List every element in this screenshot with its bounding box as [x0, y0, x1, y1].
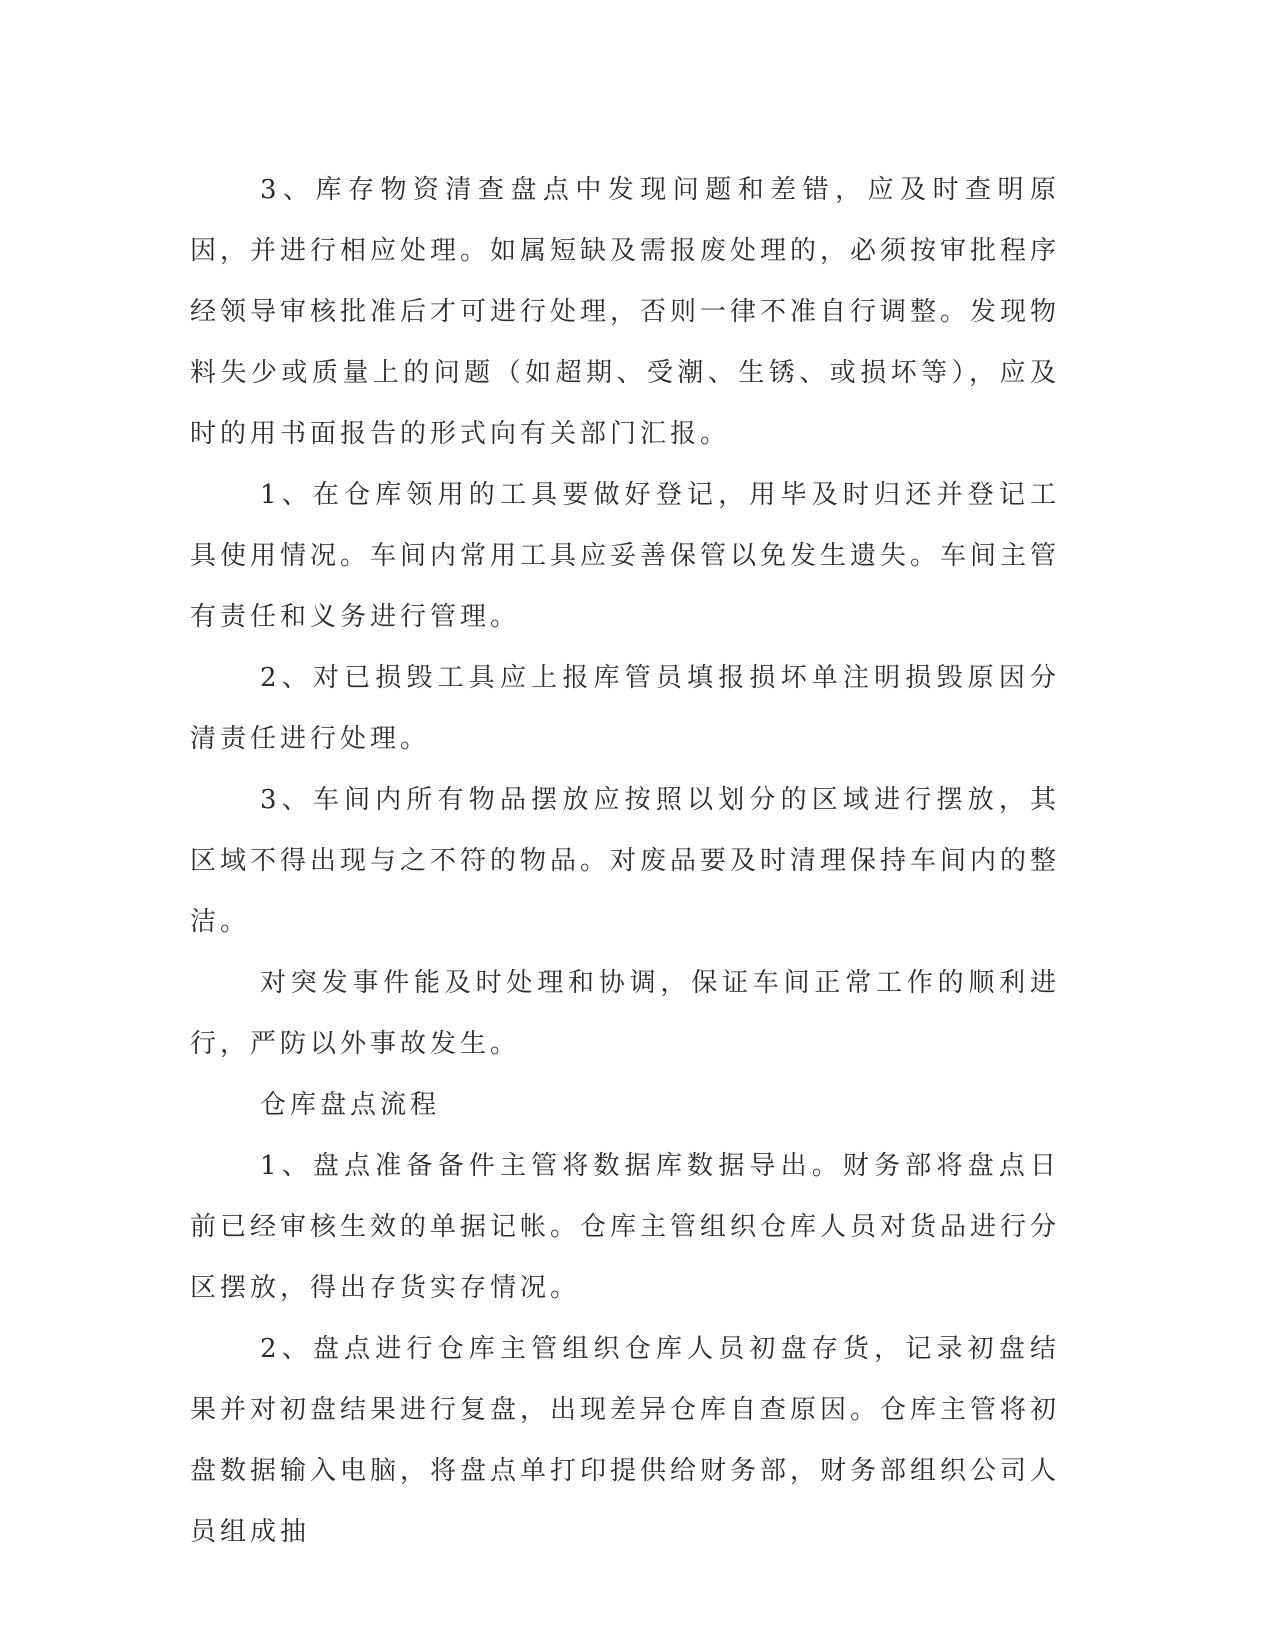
section-heading-stocktaking-process: 仓库盘点流程	[260, 1090, 441, 1120]
paragraph-item-placement: 3、车间内所有物品摆放应按照以划分的区域进行摆放，其区域不得出现与之不符的物品。对废品要及时清理保持车间内的整洁。	[190, 785, 1061, 937]
paragraph-stocktaking-preparation: 1、盘点准备备件主管将数据库数据导出。财务部将盘点日前已经审核生效的单据记帐。仓库主管组织仓库人员对货品进行分区摆放，得出存货实存情况。	[190, 1151, 1061, 1303]
document-body	[190, 160, 1060, 1563]
paragraph-tool-registration: 1、在仓库领用的工具要做好登记，用毕及时归还并登记工具使用情况。车间内常用工具应妥善保管以免发生遗失。车间主管有责任和义务进行管理。	[190, 480, 1061, 632]
paragraph-inventory-discrepancy: 3、库存物资清查盘点中发现问题和差错，应及时查明原因，并进行相应处理。如属短缺及需报废处理的，必须按审批程序经领导审核批准后才可进行处理，否则一律不准自行调整。发现物料失少或质量上的问题（如超期、受潮、生锈、或损坏等），应及时的用书面报告的形式向有关部门汇报。	[190, 175, 1061, 449]
paragraph-damaged-tools: 2、对已损毁工具应上报库管员填报损坏单注明损毁原因分清责任进行处理。	[190, 663, 1060, 754]
paragraph-stocktaking-execution: 2、盘点进行仓库主管组织仓库人员初盘存货，记录初盘结果并对初盘结果进行复盘，出现差异仓库自查原因。仓库主管将初盘数据输入电脑，将盘点单打印提供给财务部，财务部组织公司人员组成抽	[190, 1334, 1061, 1547]
paragraph-emergency-handling: 对突发事件能及时处理和协调，保证车间正常工作的顺利进行，严防以外事故发生。	[190, 968, 1060, 1059]
